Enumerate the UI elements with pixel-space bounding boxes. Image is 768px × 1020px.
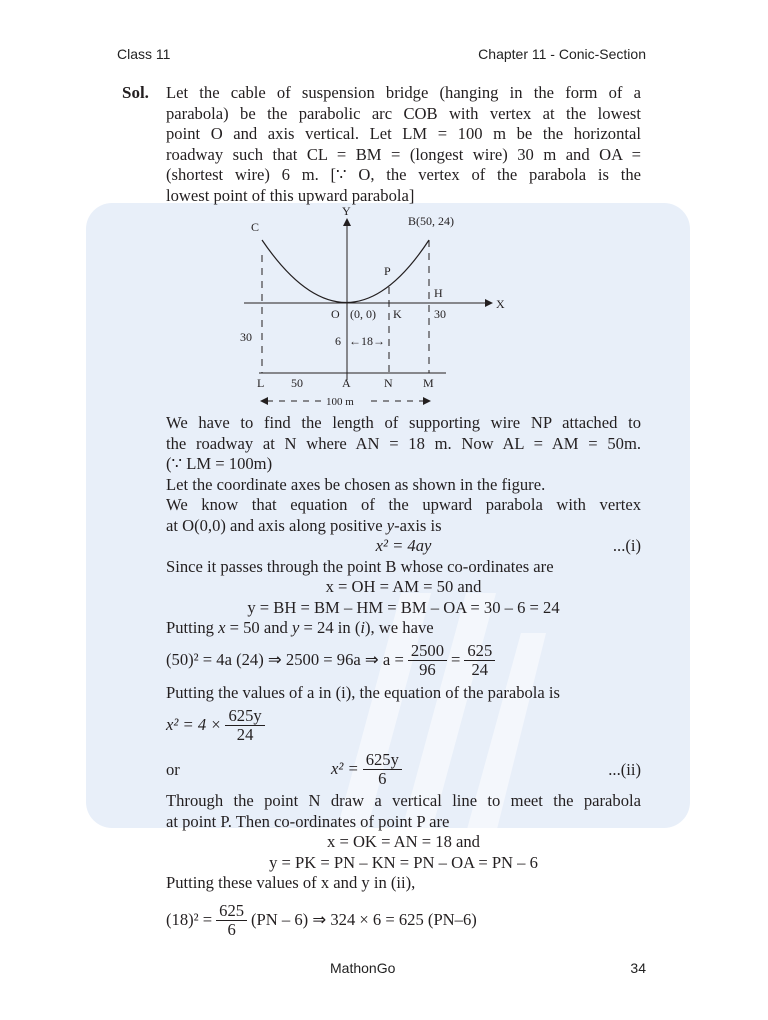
intro-line: point O and axis vertical. Let LM = 100 m be the horizontal: [166, 124, 641, 143]
header-class: Class 11: [117, 46, 171, 62]
equation-line: x = OK = AN = 18 and: [327, 832, 480, 851]
label-l: L: [257, 376, 265, 390]
body-line: at O(0,0) and axis along positive y-axis is: [166, 515, 442, 535]
equation-ii: or x² = $\frac{625y}{6}$ ...(ii): [166, 749, 641, 788]
label-c: C: [251, 220, 260, 234]
body-line: at point P. Then co-ordinates of point P are: [166, 811, 450, 831]
label-o: O: [331, 307, 340, 321]
body-line: We know that equation of the upward parabola with vertex: [166, 495, 641, 514]
equation-line: x = OH = AM = 50 and: [325, 577, 482, 596]
solution-intro: [166, 83, 641, 206]
label-30-right: 30: [434, 307, 446, 321]
label-a: A: [342, 376, 351, 390]
body-line: Let the coordinate axes be chosen as shown in the figure.: [166, 474, 546, 494]
solution-body: [166, 413, 641, 944]
header-chapter: Chapter 11 - Conic-Section: [478, 46, 646, 62]
body-line: Putting these values of x and y in (ii),: [166, 873, 416, 892]
label-50: 50: [291, 376, 303, 390]
label-18: ←18→: [349, 334, 385, 348]
label-30-left: 30: [240, 330, 252, 344]
label-y: Y: [342, 205, 351, 218]
body-line: We have to find the length of supporting wire NP attached to: [166, 413, 641, 432]
equation-a-value: (50)² = 4a (24) ⇒ 2500 = 96a ⇒ a = $\frac{2500}{96}$ = $\frac{625}{24}$: [166, 639, 641, 683]
intro-line: parabola) be the parabolic arc COB with vertex at the lowest: [166, 103, 641, 123]
body-line: Putting the values of a in (i), the equation of the parabola is: [166, 682, 560, 702]
intro-line: lowest point of this upward parabola]: [166, 185, 415, 205]
label-m: M: [423, 376, 434, 390]
label-origin: (0, 0): [350, 307, 376, 321]
body-line: Since it passes through the point B whose co-ordinates are: [166, 556, 554, 576]
body-line: (∵ LM = 100m): [166, 454, 273, 473]
equation-pn: (18)² = $\frac{625}{6}$ (PN – 6) ⇒ 324 × 6 = 625 (PN–6): [166, 901, 477, 939]
equation-line: y = BH = BM – HM = BM – OA = 30 – 6 = 24: [247, 597, 560, 617]
body-line: Through the point N draw a vertical line to meet the parabola: [166, 791, 641, 810]
label-6: 6: [335, 334, 341, 348]
equation-i: x² = 4ay ...(i): [375, 536, 641, 555]
equation-number: ...(ii): [608, 760, 641, 779]
body-line: the roadway at N where AN = 18 m. Now AL = AM = 50m.: [166, 433, 641, 453]
intro-line: (shortest wire) 6 m. [∵ O, the vertex of the parabola is the: [166, 165, 641, 184]
label-b: B(50, 24): [408, 214, 454, 228]
intro-line: Let the cable of suspension bridge (hanging in the form of a: [166, 83, 641, 102]
equation-substitution: x² = 4 × $\frac{625y}{24}$: [166, 703, 641, 747]
body-line: Putting x = 50 and y = 24 in (i), we have: [166, 618, 434, 637]
equation-line: y = PK = PN – KN = PN – OA = PN – 6: [269, 852, 538, 872]
solution-label: Sol.: [122, 83, 149, 102]
intro-line: roadway such that CL = BM = (longest wire) 30 m and OA =: [166, 144, 641, 164]
label-k: K: [393, 307, 402, 321]
footer-brand: MathonGo: [330, 960, 396, 976]
label-span: 100 m: [326, 396, 354, 408]
suspension-bridge-figure: [226, 205, 526, 410]
label-h: H: [434, 286, 443, 300]
label-p: P: [384, 264, 391, 278]
equation-number: ...(i): [612, 536, 641, 555]
parabola-curve: [262, 240, 429, 303]
label-n: N: [384, 376, 393, 390]
label-x: X: [496, 297, 505, 311]
page-number: 34: [630, 960, 646, 976]
